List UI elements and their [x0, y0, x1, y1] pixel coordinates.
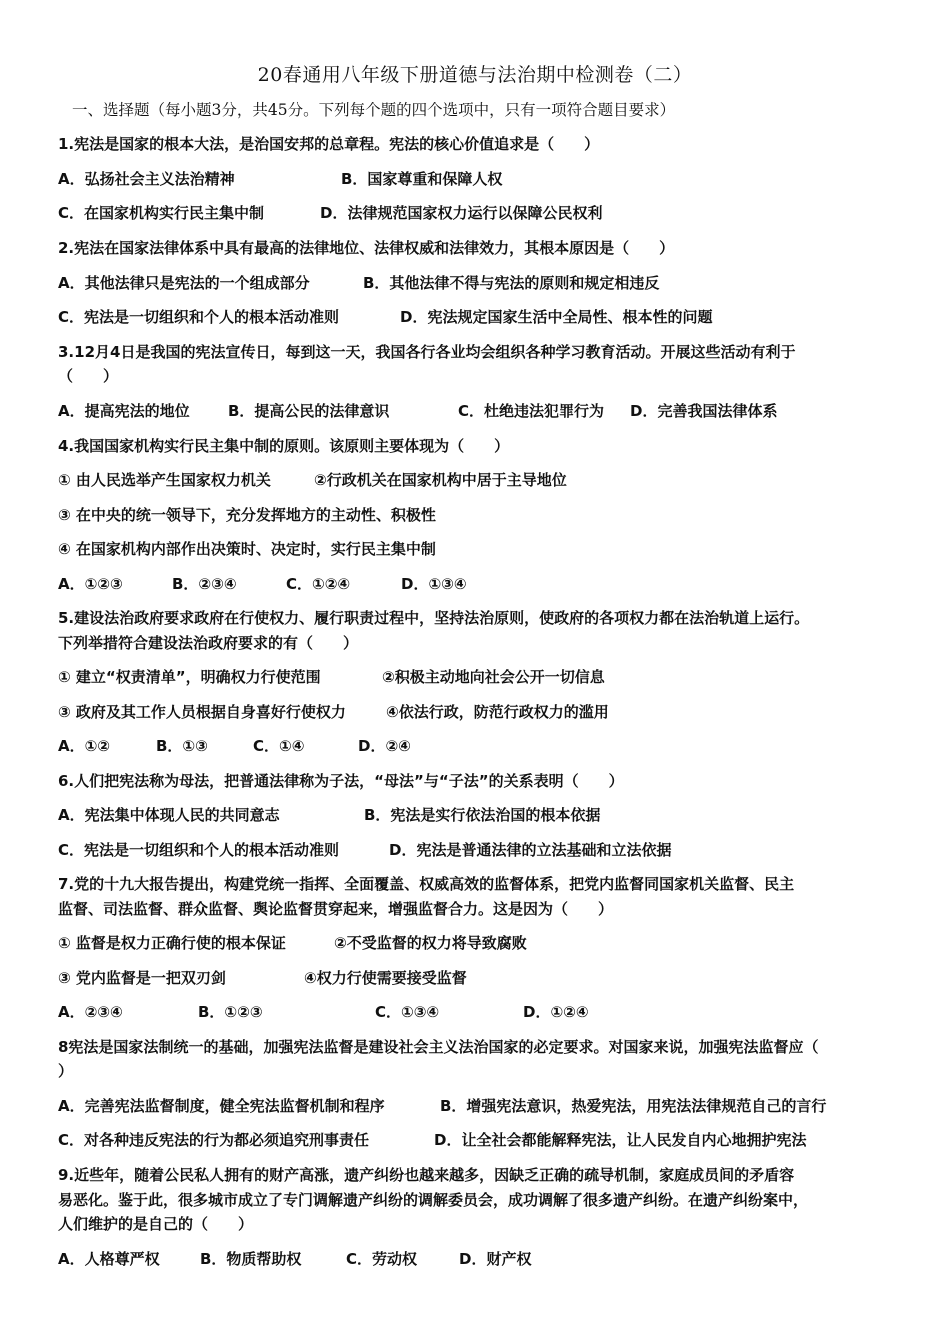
- option-a: A．弘扬社会主义法治精神: [58, 170, 235, 188]
- question-2-options-row-2: [58, 305, 712, 329]
- question-6-options-row-1: [58, 803, 600, 827]
- question-9-options-row-1: [58, 1247, 531, 1271]
- option-b: B．国家尊重和保障人权: [341, 170, 503, 188]
- question-5-statements-row-2: [58, 700, 609, 724]
- question-7-statements-row-2: [58, 966, 467, 990]
- question-8-options-row-1: [58, 1094, 826, 1118]
- question-2-stem: 2.宪法在国家法律体系中具有最高的法律地位、法律权威和法律效力，其根本原因是（ ）: [58, 239, 675, 257]
- option-a: A．宪法集中体现人民的共同意志: [58, 806, 280, 824]
- option-a: A．其他法律只是宪法的一个组成部分: [58, 274, 310, 292]
- option-b: B．提高公民的法律意识: [228, 402, 390, 420]
- section-heading: 一、选择题（每小题3分，共45分。下列每个题的四个选项中，只有一项符合题目要求）: [72, 101, 676, 119]
- option-c: C．宪法是一切组织和个人的根本活动准则: [58, 841, 340, 859]
- question-6-options-row-2: [58, 838, 671, 862]
- option-c: C．①④: [253, 737, 305, 755]
- statement-3: ③ 党内监督是一把双刃剑: [58, 969, 226, 987]
- statement-3: ③ 政府及其工作人员根据自身喜好行使权力: [58, 703, 346, 721]
- question-7-statements-row-1: [58, 931, 527, 955]
- question-1-stem: 1.宪法是国家的根本大法，是治国安邦的总章程。宪法的核心价值追求是（ ）: [58, 135, 600, 153]
- question-9-stem-line-3: 人们维护的是自己的（ ）: [58, 1215, 254, 1233]
- statement-2: ②不受监督的权力将导致腐败: [334, 934, 527, 952]
- option-d: D．完善我国法律体系: [630, 402, 778, 420]
- option-c: C．劳动权: [346, 1250, 418, 1268]
- option-d: D．①②④: [523, 1003, 589, 1021]
- option-b: B．宪法是实行依法治国的根本依据: [364, 806, 601, 824]
- option-b: B．②③④: [172, 575, 237, 593]
- question-7-options-row-1: [58, 1000, 589, 1024]
- question-5-stem-line-2: 下列举措符合建设法治政府要求的有（ ）: [58, 634, 359, 652]
- page-title: 20春通用八年级下册道德与法治期中检测卷（二）: [257, 64, 693, 86]
- question-8-options-row-2: [58, 1128, 806, 1152]
- option-c: C．对各种违反宪法的行为都必须追究刑事责任: [58, 1131, 370, 1149]
- question-9-stem-line-1: 9.近些年，随着公民私人拥有的财产高涨，遗产纠纷也越来越多，因缺乏正确的疏导机制，家庭成员间的矛盾容: [58, 1166, 795, 1184]
- option-d: D．②④: [358, 737, 411, 755]
- question-4-statements-row-1: [58, 468, 567, 492]
- question-9-stem-line-2: 易恶化。鉴于此，很多城市成立了专门调解遗产纠纷的调解委员会，成功调解了很多遗产纠纷。在遗产纠纷案中，: [58, 1191, 809, 1209]
- option-a: A．人格尊严权: [58, 1250, 160, 1268]
- question-4-statement-4: ④ 在国家机构内部作出决策时、决定时，实行民主集中制: [58, 540, 436, 558]
- option-a: A．完善宪法监督制度，健全宪法监督机制和程序: [58, 1097, 385, 1115]
- statement-2: ②积极主动地向社会公开一切信息: [382, 668, 605, 686]
- option-a: A．②③④: [58, 1003, 123, 1021]
- question-4-stem: 4.我国国家机构实行民主集中制的原则。该原则主要体现为（ ）: [58, 437, 510, 455]
- statement-1: ① 由人民选举产生国家权力机关: [58, 471, 271, 489]
- option-c: C．①②④: [286, 575, 351, 593]
- statement-1: ① 监督是权力正确行使的根本保证: [58, 934, 286, 952]
- question-3-stem-line-2: （ ）: [58, 367, 119, 385]
- statement-4: ④依法行政，防范行政权力的滥用: [386, 703, 609, 721]
- question-3-stem-line-1: 3.12月4日是我国的宪法宣传日，每到这一天，我国各行各业均会组织各种学习教育活动。开展这些活动有利于: [58, 343, 796, 361]
- option-a: A．提高宪法的地位: [58, 402, 190, 420]
- option-a: A．①②③: [58, 575, 123, 593]
- question-7-stem-line-2: 监督、司法监督、群众监督、舆论监督贯穿起来，增强监督合力。这是因为（ ）: [58, 900, 614, 918]
- option-c: C．宪法是一切组织和个人的根本活动准则: [58, 308, 340, 326]
- option-b: B．增强宪法意识，热爱宪法，用宪法法律规范自己的言行: [440, 1097, 827, 1115]
- option-b: B．物质帮助权: [200, 1250, 302, 1268]
- question-5-statements-row-1: [58, 665, 605, 689]
- question-1-options-row-2: [58, 201, 602, 225]
- question-6-stem: 6.人们把宪法称为母法，把普通法律称为子法，“母法”与“子法”的关系表明（ ）: [58, 772, 624, 790]
- question-8-stem-line-1: 8宪法是国家法制统一的基础，加强宪法监督是建设社会主义法治国家的必定要求。对国家来说，加强宪法监督应（: [58, 1038, 819, 1056]
- question-7-stem-line-1: 7.党的十九大报告提出，构建党统一指挥、全面覆盖、权威高效的监督体系，把党内监督同国家机关监督、民主: [58, 875, 795, 893]
- question-5-options-row-1: [58, 734, 411, 758]
- option-b: B．①②③: [198, 1003, 263, 1021]
- option-c: C．①③④: [375, 1003, 440, 1021]
- option-c: C．在国家机构实行民主集中制: [58, 204, 265, 222]
- option-c: C．杜绝违法犯罪行为: [458, 402, 605, 420]
- statement-2: ②行政机关在国家机构中居于主导地位: [314, 471, 567, 489]
- option-d: D．宪法是普通法律的立法基础和立法依据: [389, 841, 672, 859]
- question-2-options-row-1: [58, 271, 659, 295]
- option-d: D．让全社会都能解释宪法，让人民发自内心地拥护宪法: [434, 1131, 807, 1149]
- option-d: D．宪法规定国家生活中全局性、根本性的问题: [400, 308, 713, 326]
- question-4-options-row-1: [58, 572, 467, 596]
- option-d: D．财产权: [459, 1250, 532, 1268]
- option-b: B．①③: [156, 737, 208, 755]
- statement-4: ④权力行使需要接受监督: [304, 969, 467, 987]
- question-1-options-row-1: [58, 167, 502, 191]
- statement-1: ① 建立“权责清单”，明确权力行使范围: [58, 668, 321, 686]
- option-d: D．①③④: [401, 575, 467, 593]
- question-5-stem-line-1: 5.建设法治政府要求政府在行使权力、履行职责过程中，坚持法治原则，使政府的各项权力都在法治轨道上运行。: [58, 609, 810, 627]
- question-3-options-row-1: [58, 399, 777, 423]
- option-b: B．其他法律不得与宪法的原则和规定相违反: [363, 274, 660, 292]
- question-8-stem-line-2: ）: [58, 1062, 74, 1080]
- option-a: A．①②: [58, 737, 111, 755]
- question-4-statement-3: ③ 在中央的统一领导下，充分发挥地方的主动性、积极性: [58, 506, 436, 524]
- option-d: D．法律规范国家权力运行以保障公民权利: [320, 204, 603, 222]
